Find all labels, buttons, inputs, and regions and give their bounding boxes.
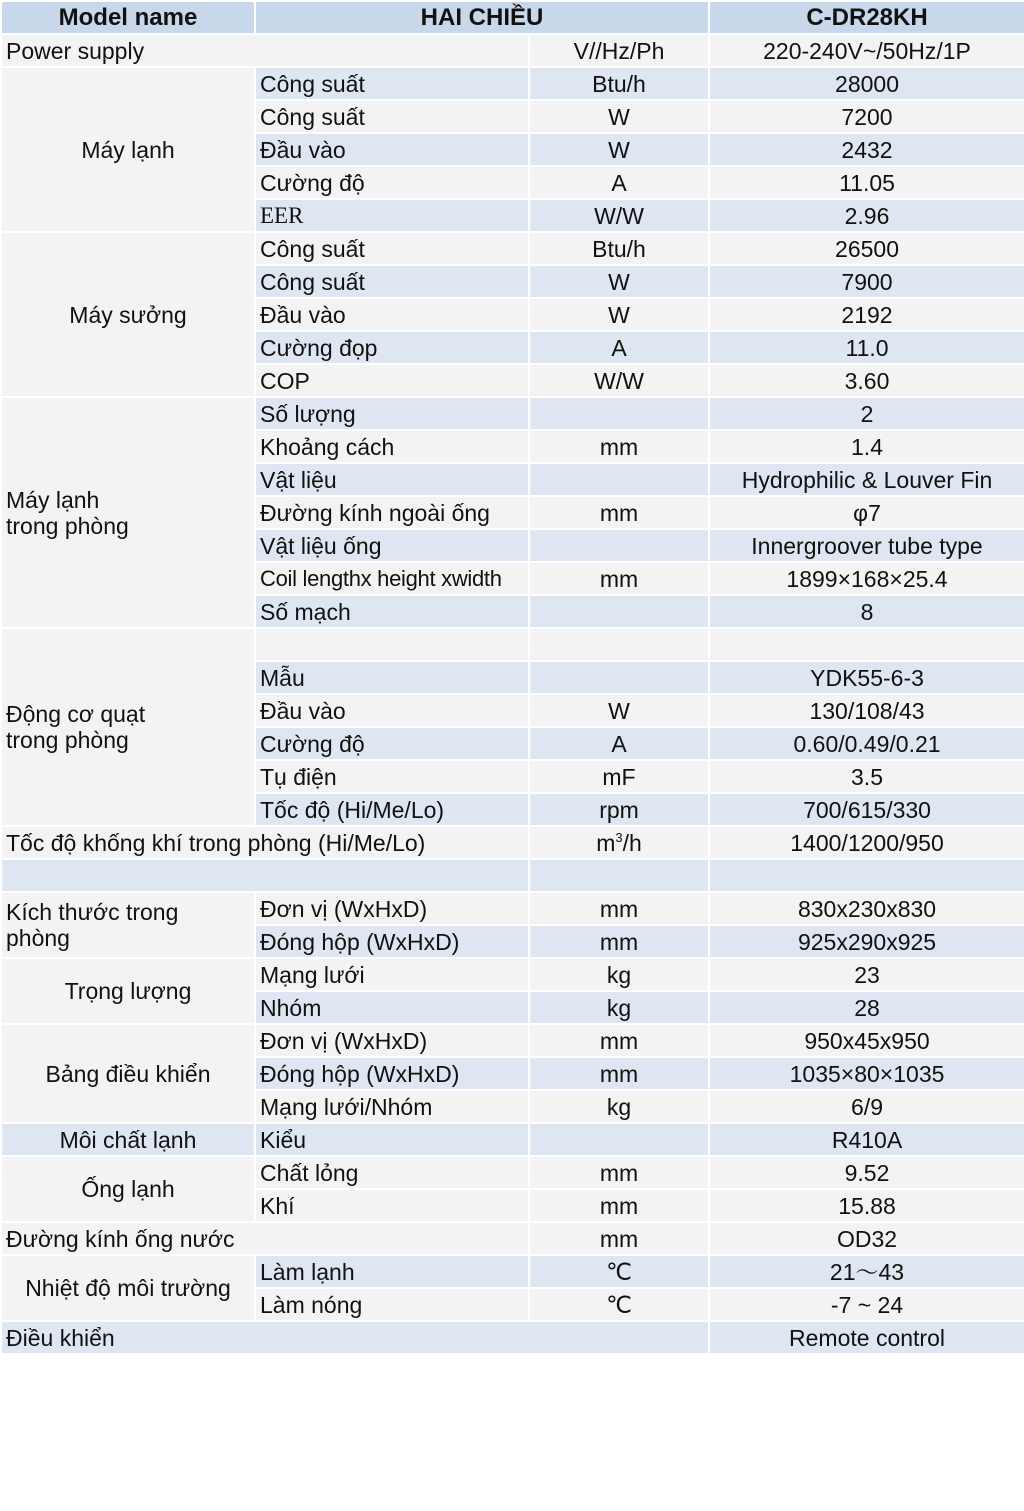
table-row xyxy=(1,628,1024,661)
row-label xyxy=(255,628,529,661)
row-unit: W xyxy=(529,298,709,331)
row-value: 0.60/0.49/0.21 xyxy=(709,727,1024,760)
row-label: Công suất xyxy=(255,67,529,100)
row-unit xyxy=(529,1123,709,1156)
row-value: 6/9 xyxy=(709,1090,1024,1123)
row-value: 28 xyxy=(709,991,1024,1024)
row-unit: rpm xyxy=(529,793,709,826)
table-row xyxy=(1,1255,1024,1288)
row-value: -7 ~ 24 xyxy=(709,1288,1024,1321)
control-value: Remote control xyxy=(709,1321,1024,1354)
row-value: 2192 xyxy=(709,298,1024,331)
row-label: Số mạch xyxy=(255,595,529,628)
row-value: 9.52 xyxy=(709,1156,1024,1189)
row-value: 2432 xyxy=(709,133,1024,166)
row-label: Cường độ xyxy=(255,166,529,199)
dimensions-group-label xyxy=(1,892,255,958)
row-value: 700/615/330 xyxy=(709,793,1024,826)
header-type: HAI CHIỀU xyxy=(255,1,709,34)
indoor-coil-group-label xyxy=(1,397,255,628)
row-unit xyxy=(529,661,709,694)
row-unit xyxy=(529,595,709,628)
drain-value: OD32 xyxy=(709,1222,1024,1255)
row-value: 1899×168×25.4 xyxy=(709,562,1024,595)
table-row xyxy=(1,67,1024,100)
row-value: 7900 xyxy=(709,265,1024,298)
blank-cell xyxy=(1,859,529,892)
row-unit: Btu/h xyxy=(529,232,709,265)
header-row xyxy=(1,1,1024,34)
table-row xyxy=(1,958,1024,991)
control-label: Điều khiển xyxy=(1,1321,709,1354)
row-value xyxy=(709,628,1024,661)
unit-base: m xyxy=(596,829,616,856)
row-value: 15.88 xyxy=(709,1189,1024,1222)
row-label: Khoảng cách xyxy=(255,430,529,463)
panel-group-label: Bảng điều khiển xyxy=(1,1024,255,1123)
row-unit xyxy=(529,463,709,496)
row-label: Cường độ xyxy=(255,727,529,760)
row-value: 1035×80×1035 xyxy=(709,1057,1024,1090)
row-label: Đầu vào xyxy=(255,298,529,331)
table-row xyxy=(1,1024,1024,1057)
row-label: Đóng hộp (WxHxD) xyxy=(255,1057,529,1090)
row-value: 950x45x950 xyxy=(709,1024,1024,1057)
row-label: Coil lengthx height xwidth xyxy=(255,562,529,595)
row-unit: A xyxy=(529,727,709,760)
blank-cell xyxy=(709,859,1024,892)
row-label: Tốc độ (Hi/Me/Lo) xyxy=(255,793,529,826)
row-label: Đầu vào xyxy=(255,694,529,727)
row-unit: kg xyxy=(529,1090,709,1123)
row-label: Tụ điện xyxy=(255,760,529,793)
row-unit: W xyxy=(529,133,709,166)
header-model-name: Model name xyxy=(1,1,255,34)
refrigerant-row xyxy=(1,1123,1024,1156)
row-unit: mm xyxy=(529,892,709,925)
row-label: Mạng lưới xyxy=(255,958,529,991)
row-value: Hydrophilic & Louver Fin xyxy=(709,463,1024,496)
power-supply-value: 220-240V~/50Hz/1P xyxy=(709,34,1024,67)
row-label: Công suất xyxy=(255,232,529,265)
row-label: Vật liệu xyxy=(255,463,529,496)
row-unit: mm xyxy=(529,1156,709,1189)
row-unit: kg xyxy=(529,991,709,1024)
row-unit: Btu/h xyxy=(529,67,709,100)
row-label: Khí xyxy=(255,1189,529,1222)
row-unit: W/W xyxy=(529,199,709,232)
blank-row xyxy=(1,859,1024,892)
row-unit: mm xyxy=(529,1024,709,1057)
row-unit: W xyxy=(529,100,709,133)
row-value: 1.4 xyxy=(709,430,1024,463)
ambient-group-label: Nhiệt độ môi trường xyxy=(1,1255,255,1321)
cooling-group-label: Máy lạnh xyxy=(1,67,255,232)
airflow-label: Tốc độ khống khí trong phòng (Hi/Me/Lo) xyxy=(1,826,529,859)
row-label: Đường kính ngoài ống xyxy=(255,496,529,529)
row-value: 26500 xyxy=(709,232,1024,265)
airflow-unit xyxy=(529,826,709,859)
group-line: Máy lạnh xyxy=(6,486,100,513)
row-unit xyxy=(529,529,709,562)
row-label: COP xyxy=(255,364,529,397)
group-line: Kích thước trong xyxy=(6,899,179,925)
row-value: φ7 xyxy=(709,496,1024,529)
row-value: 7200 xyxy=(709,100,1024,133)
row-value: Innergroover tube type xyxy=(709,529,1024,562)
unit-superscript: 3 xyxy=(615,829,623,845)
piping-group-label: Ống lạnh xyxy=(1,1156,255,1222)
row-unit xyxy=(529,397,709,430)
row-label: Công suất xyxy=(255,265,529,298)
power-supply-label: Power supply xyxy=(1,34,529,67)
table-row xyxy=(1,1156,1024,1189)
row-value: 3.5 xyxy=(709,760,1024,793)
weight-group-label: Trọng lượng xyxy=(1,958,255,1024)
row-value: 28000 xyxy=(709,67,1024,100)
row-value: R410A xyxy=(709,1123,1024,1156)
table-row xyxy=(1,232,1024,265)
header-model: C-DR28KH xyxy=(709,1,1024,34)
airflow-row xyxy=(1,826,1024,859)
row-label: Đóng hộp (WxHxD) xyxy=(255,925,529,958)
heating-group-label: Máy sưởng xyxy=(1,232,255,397)
group-line: phòng xyxy=(6,925,70,951)
row-label: Số lượng xyxy=(255,397,529,430)
row-unit: A xyxy=(529,166,709,199)
row-label: EER xyxy=(255,199,529,232)
row-unit: ℃ xyxy=(529,1255,709,1288)
row-value: 2.96 xyxy=(709,199,1024,232)
row-unit: ℃ xyxy=(529,1288,709,1321)
power-supply-row xyxy=(1,34,1024,67)
row-value: YDK55-6-3 xyxy=(709,661,1024,694)
fan-motor-group-label xyxy=(1,628,255,826)
row-value: 925x290x925 xyxy=(709,925,1024,958)
blank-cell xyxy=(529,859,709,892)
row-value: 130/108/43 xyxy=(709,694,1024,727)
group-line: Động cơ quạt xyxy=(6,701,146,727)
row-label: Vật liệu ống xyxy=(255,529,529,562)
table-row xyxy=(1,892,1024,925)
row-value: 11.0 xyxy=(709,331,1024,364)
power-supply-unit: V//Hz/Ph xyxy=(529,34,709,67)
drain-label: Đường kính ống nước xyxy=(1,1222,529,1255)
row-unit: A xyxy=(529,331,709,364)
row-label: Công suất xyxy=(255,100,529,133)
row-unit: mm xyxy=(529,562,709,595)
row-unit: mm xyxy=(529,430,709,463)
row-value: 23 xyxy=(709,958,1024,991)
table-row xyxy=(1,397,1024,430)
row-label: Kiểu xyxy=(255,1123,529,1156)
row-value: 8 xyxy=(709,595,1024,628)
unit-tail: /h xyxy=(622,829,642,856)
row-label: Nhóm xyxy=(255,991,529,1024)
row-unit: W/W xyxy=(529,364,709,397)
row-label: Đầu vào xyxy=(255,133,529,166)
row-unit: mm xyxy=(529,925,709,958)
group-line: trong phòng xyxy=(6,512,129,539)
row-value: 3.60 xyxy=(709,364,1024,397)
group-line: trong phòng xyxy=(6,727,129,753)
row-label: Đơn vị (WxHxD) xyxy=(255,1024,529,1057)
row-label: Chất lỏng xyxy=(255,1156,529,1189)
row-unit: mm xyxy=(529,1189,709,1222)
row-label: Đơn vị (WxHxD) xyxy=(255,892,529,925)
row-value: 2 xyxy=(709,397,1024,430)
drain-row xyxy=(1,1222,1024,1255)
row-unit: mm xyxy=(529,1057,709,1090)
row-unit: W xyxy=(529,694,709,727)
airflow-value: 1400/1200/950 xyxy=(709,826,1024,859)
row-value: 830x230x830 xyxy=(709,892,1024,925)
control-row xyxy=(1,1321,1024,1354)
row-unit: mm xyxy=(529,496,709,529)
row-value: 11.05 xyxy=(709,166,1024,199)
drain-unit: mm xyxy=(529,1222,709,1255)
row-label: Mạng lưới/Nhóm xyxy=(255,1090,529,1123)
row-unit: kg xyxy=(529,958,709,991)
row-value: 21～43 xyxy=(709,1255,1024,1288)
row-unit xyxy=(529,628,709,661)
row-label: Làm nóng xyxy=(255,1288,529,1321)
refrigerant-group-label: Môi chất lạnh xyxy=(1,1123,255,1156)
row-unit: mF xyxy=(529,760,709,793)
row-label: Làm lạnh xyxy=(255,1255,529,1288)
row-label: Mẫu xyxy=(255,661,529,694)
row-label: Cường đọp xyxy=(255,331,529,364)
row-unit: W xyxy=(529,265,709,298)
